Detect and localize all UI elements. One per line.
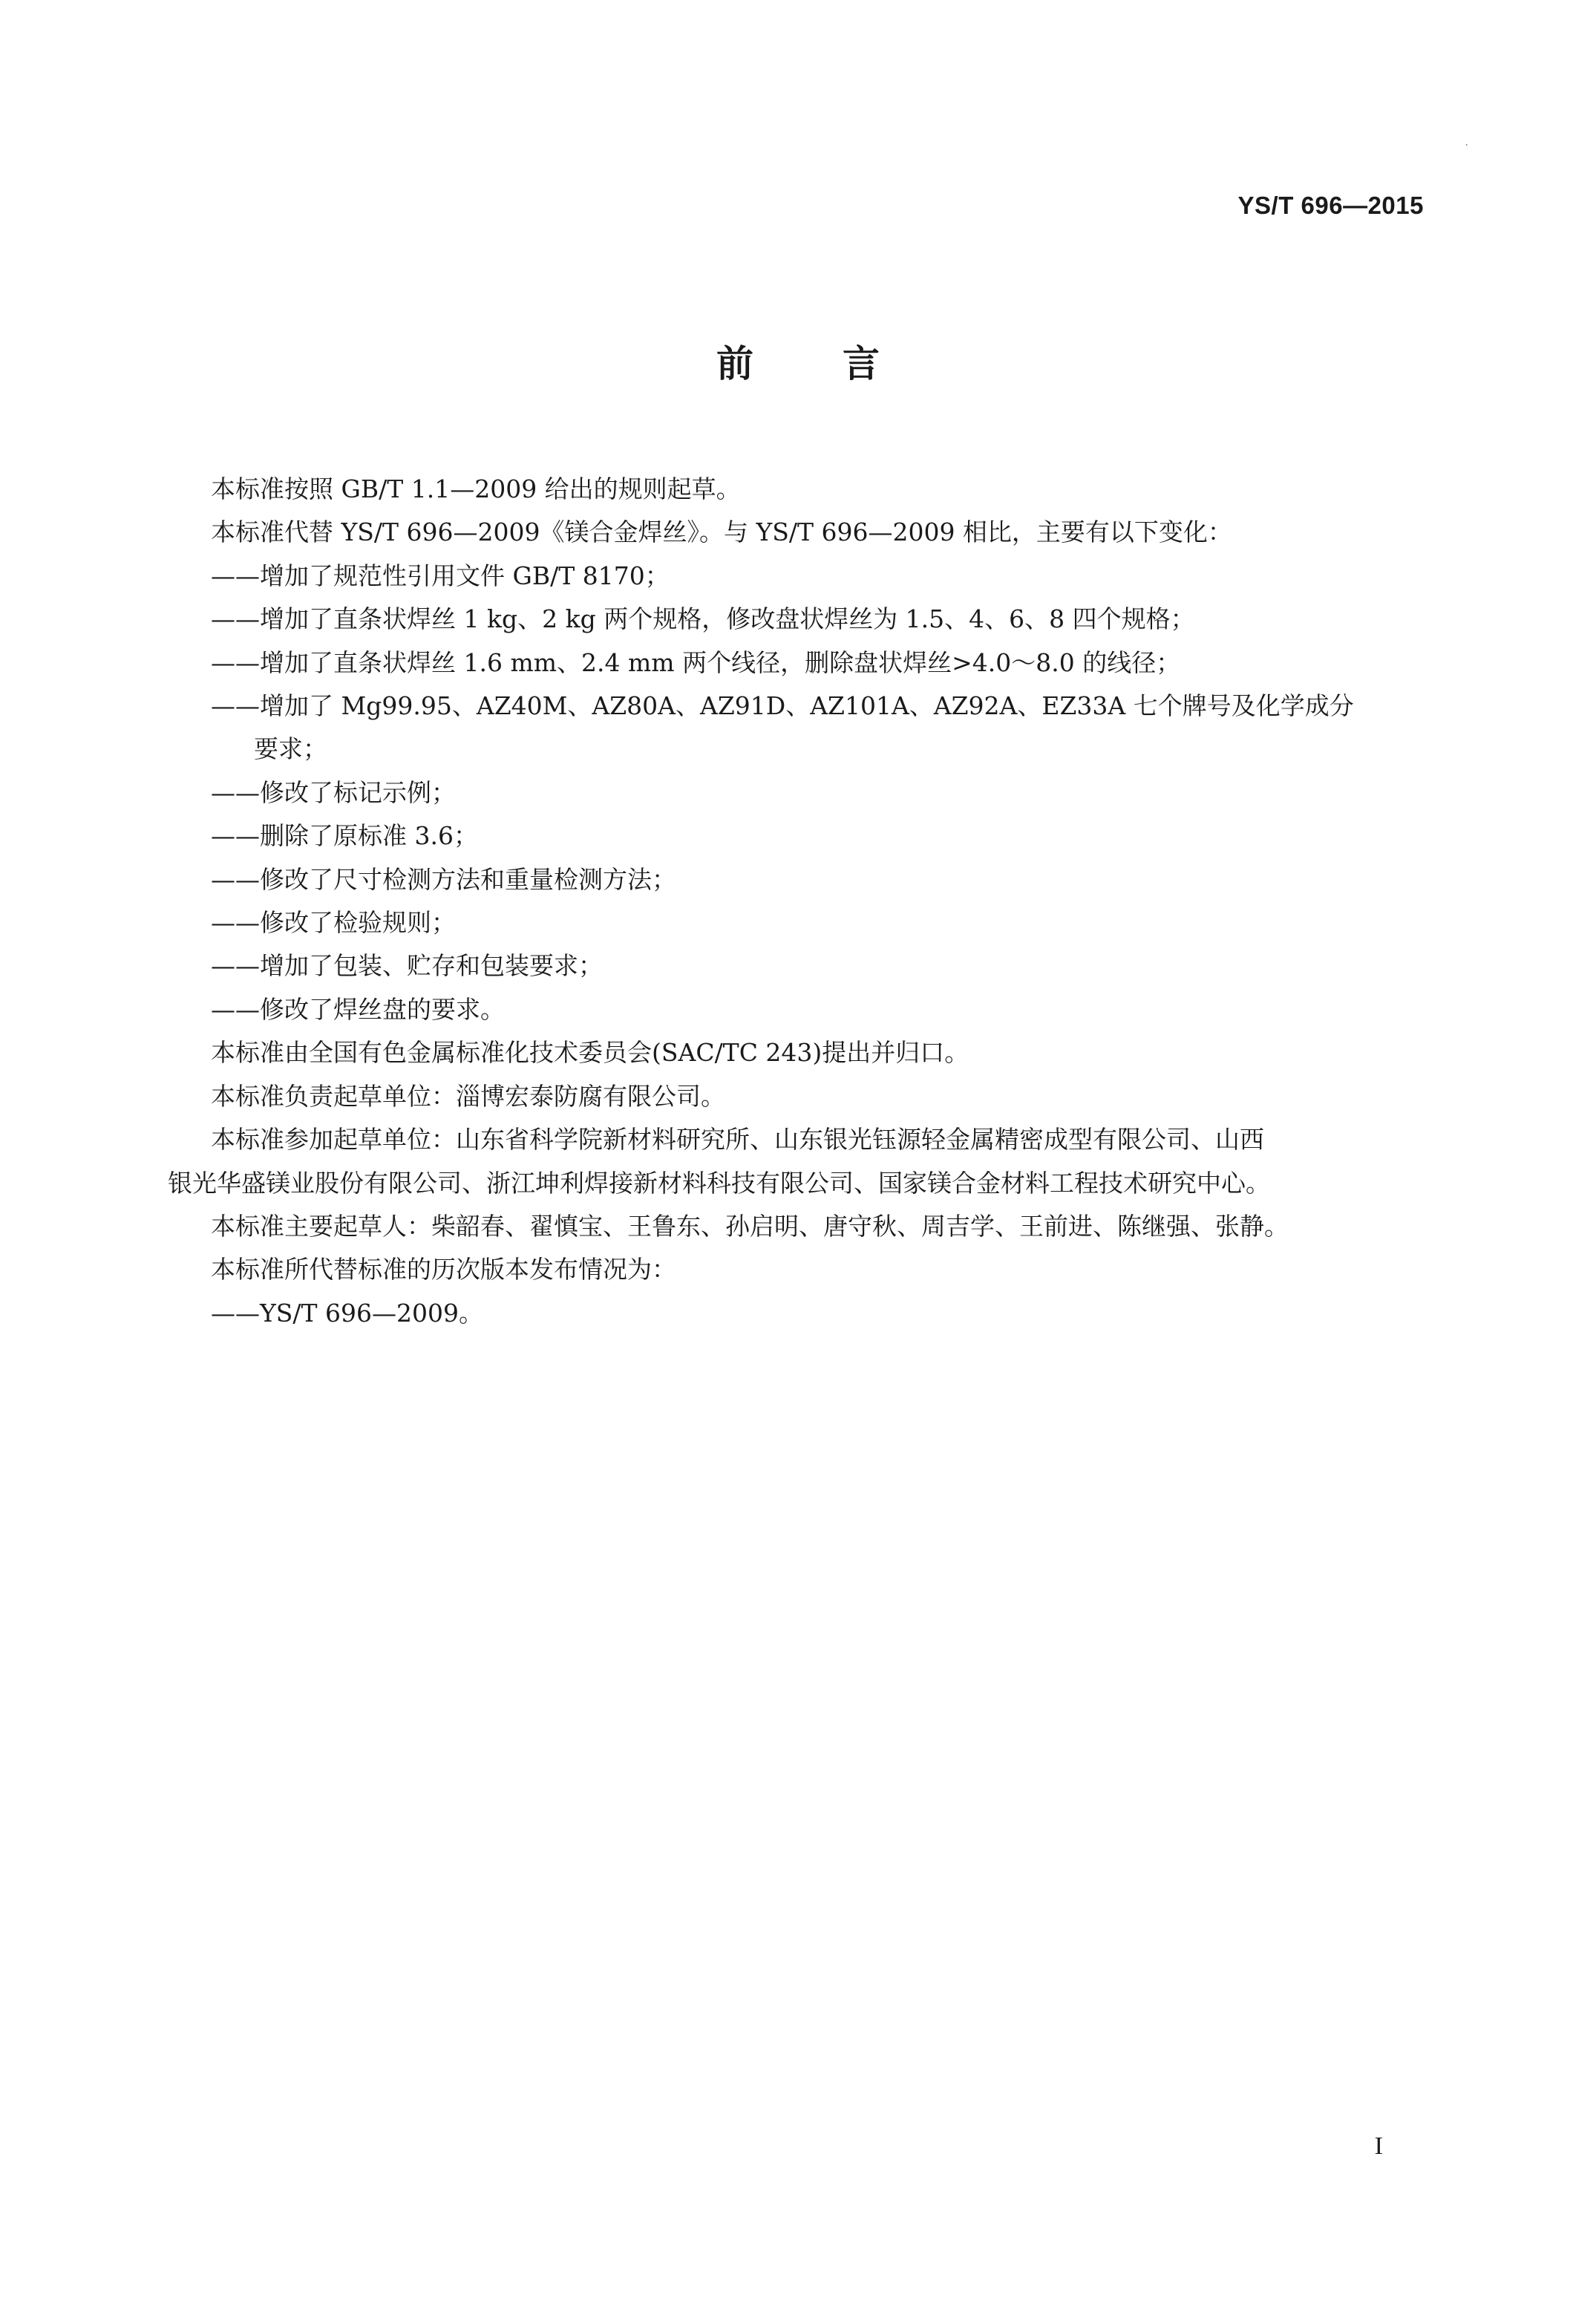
change-list-item: ——增加了包装、贮存和包装要求； [211, 951, 603, 981]
change-list-item: ——修改了检验规则； [211, 908, 456, 938]
foreword-body [168, 468, 1430, 1335]
history-list-item: ——YS/T 696—2009。 [211, 1298, 483, 1328]
paragraph: 本标准负责起草单位：淄博宏泰防腐有限公司。 [211, 1081, 725, 1111]
change-list-item: ——增加了 Mg99.95、AZ40M、AZ80A、AZ91D、AZ101A、AZ92A、EZ33A 七个牌号及化学成分 [211, 691, 1354, 721]
paragraph: 本标准按照 GB/T 1.1—2009 给出的规则起草。 [211, 474, 741, 503]
page-title: 前言 [716, 342, 969, 385]
paragraph: 本标准参加起草单位：山东省科学院新材料研究所、山东银光钰源轻金属精密成型有限公司、山西 [211, 1125, 1264, 1155]
paragraph: 本标准代替 YS/T 696—2009《镁合金焊丝》。与 YS/T 696—2009 相比，主要有以下变化： [211, 518, 1232, 547]
change-list-item: ——增加了规范性引用文件 GB/T 8170； [211, 561, 670, 590]
document-code: YS/T 696—2015 [1237, 192, 1424, 219]
scan-mark: · [1465, 140, 1468, 151]
change-list-item: ——增加了直条状焊丝 1 kg、2 kg 两个规格，修改盘状焊丝为 1.5、4、6、8 四个规格； [211, 604, 1195, 634]
change-list-item: ——修改了标记示例； [211, 777, 456, 807]
change-list-item-continuation: 要求； [254, 734, 327, 764]
change-list-item: ——修改了焊丝盘的要求。 [211, 994, 505, 1024]
paragraph: 本标准由全国有色金属标准化技术委员会(SAC/TC 243)提出并归口。 [211, 1038, 969, 1068]
change-list-item: ——删除了原标准 3.6； [211, 821, 478, 851]
change-list-item: ——修改了尺寸检测方法和重量检测方法； [211, 864, 676, 894]
page-number: I [1374, 2132, 1383, 2160]
change-list-item: ——增加了直条状焊丝 1.6 mm、2.4 mm 两个线径，删除盘状焊丝>4.0～8.0 的线径； [211, 647, 1181, 677]
paragraph-continuation: 银光华盛镁业股份有限公司、浙江坤利焊接新材料科技有限公司、国家镁合金材料工程技术研究中心。 [168, 1168, 1270, 1198]
paragraph: 本标准所代替标准的历次版本发布情况为： [211, 1255, 676, 1284]
paragraph: 本标准主要起草人：柴韶春、翟慎宝、王鲁东、孙启明、唐守秋、周吉学、王前进、陈继强、张静。 [211, 1211, 1289, 1241]
